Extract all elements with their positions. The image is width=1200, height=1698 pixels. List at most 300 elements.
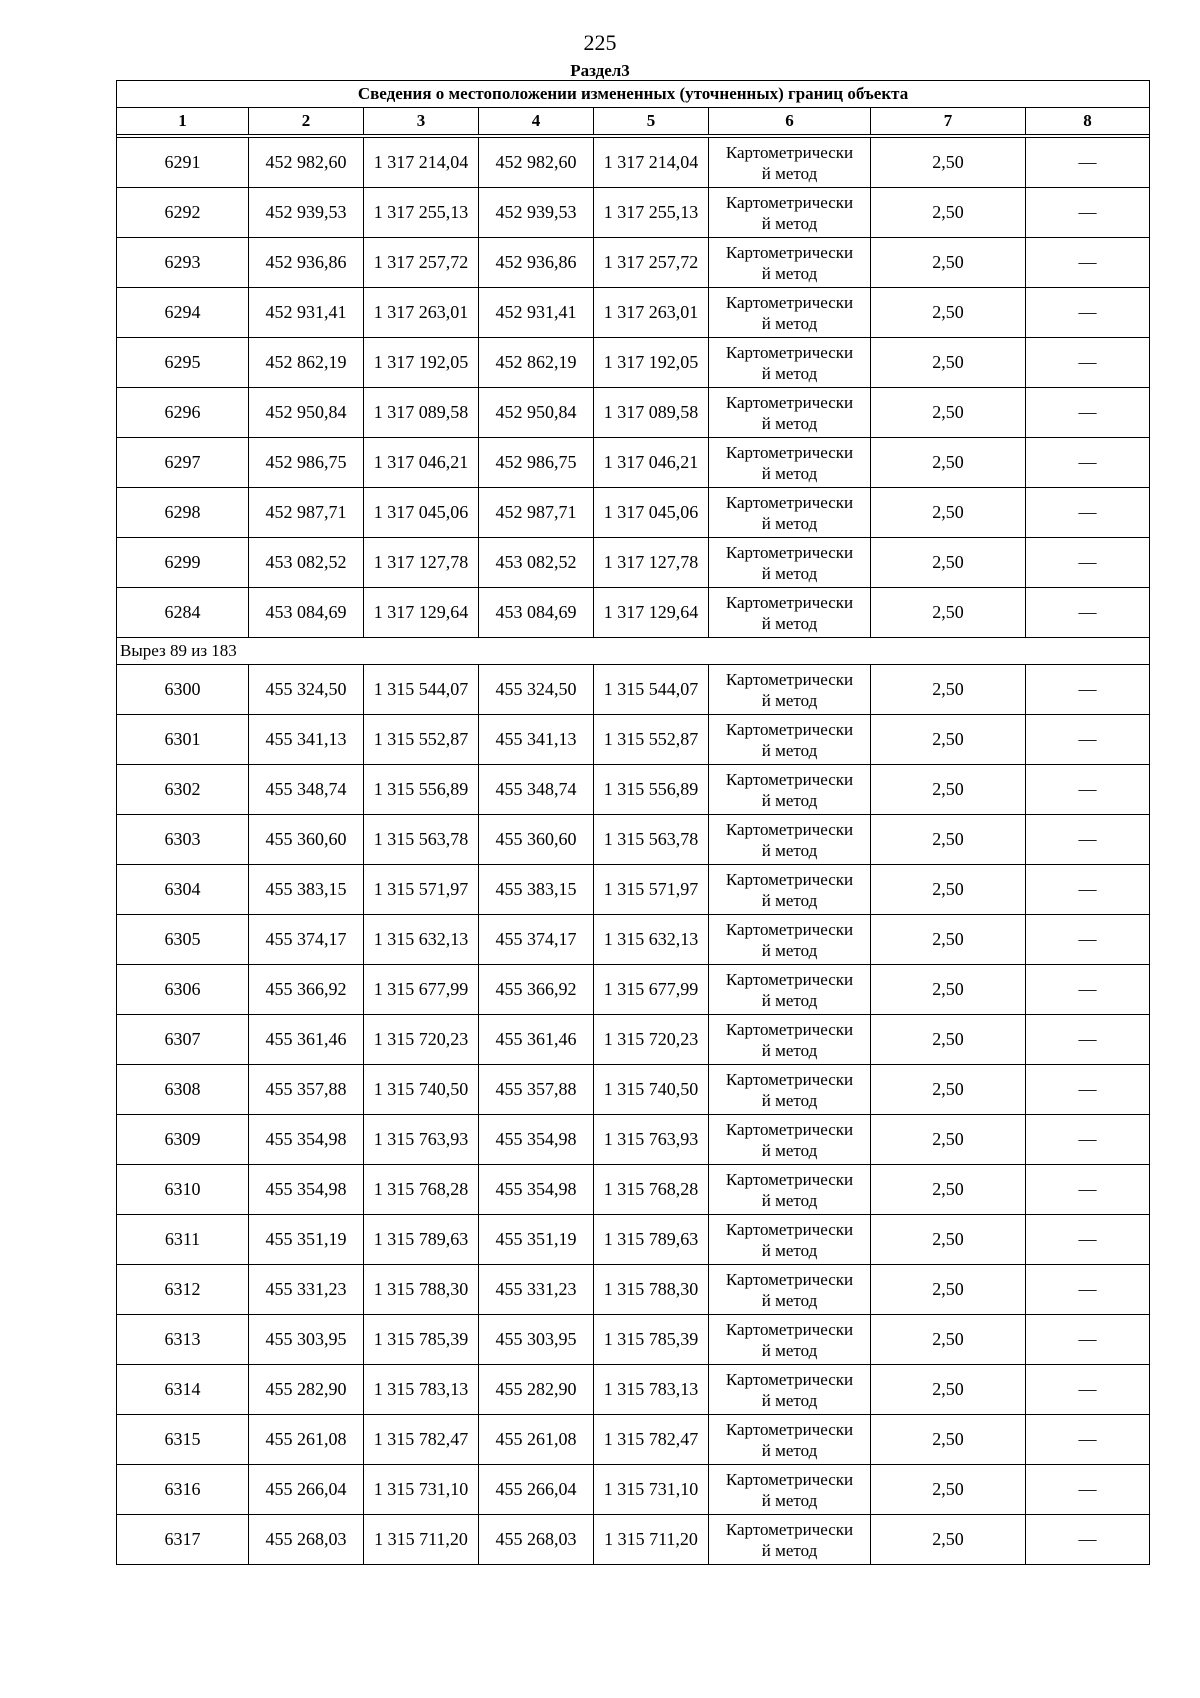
y-existing-cell: 1 317 089,58 — [364, 388, 479, 438]
method-line: Картометрически — [725, 192, 854, 212]
description-cell: — — [1026, 965, 1150, 1015]
y-new-cell: 1 315 563,78 — [594, 815, 709, 865]
table-row — [117, 765, 1150, 815]
method-cell — [709, 1465, 871, 1515]
section-title: Раздел3 — [570, 61, 630, 80]
precision-cell: 2,50 — [871, 765, 1026, 815]
x-existing-cell: 455 360,60 — [249, 815, 364, 865]
method-line: Картометрически — [725, 1119, 854, 1139]
x-new-cell: 455 268,03 — [479, 1515, 594, 1565]
description-cell: — — [1026, 238, 1150, 288]
point-number-cell: 6305 — [117, 915, 249, 965]
x-new-cell: 452 982,60 — [479, 138, 594, 188]
y-new-cell: 1 317 214,04 — [594, 138, 709, 188]
table-row — [117, 715, 1150, 765]
method-cell — [709, 665, 871, 715]
table-row — [117, 815, 1150, 865]
point-number-cell: 6299 — [117, 538, 249, 588]
table-row — [117, 388, 1150, 438]
x-new-cell: 455 282,90 — [479, 1365, 594, 1415]
column-number: 4 — [479, 108, 594, 135]
method-line: Картометрически — [725, 242, 854, 262]
method-line: й метод — [761, 1440, 818, 1460]
x-existing-cell: 455 266,04 — [249, 1465, 364, 1515]
x-existing-cell: 455 348,74 — [249, 765, 364, 815]
x-new-cell: 455 374,17 — [479, 915, 594, 965]
description-cell: — — [1026, 488, 1150, 538]
method-line: Картометрически — [725, 1019, 854, 1039]
method-cell — [709, 965, 871, 1015]
x-existing-cell: 455 341,13 — [249, 715, 364, 765]
description-cell: — — [1026, 138, 1150, 188]
table-row — [117, 588, 1150, 638]
method-line: й метод — [761, 1540, 818, 1560]
column-number: 5 — [594, 108, 709, 135]
method-line: й метод — [761, 613, 818, 633]
y-new-cell: 1 315 552,87 — [594, 715, 709, 765]
method-cell — [709, 238, 871, 288]
x-new-cell: 455 331,23 — [479, 1265, 594, 1315]
y-new-cell: 1 315 731,10 — [594, 1465, 709, 1515]
method-cell — [709, 765, 871, 815]
table-row — [117, 338, 1150, 388]
precision-cell: 2,50 — [871, 388, 1026, 438]
y-new-cell: 1 317 045,06 — [594, 488, 709, 538]
x-new-cell: 452 987,71 — [479, 488, 594, 538]
method-line: Картометрически — [725, 669, 854, 689]
y-existing-cell: 1 315 788,30 — [364, 1265, 479, 1315]
y-existing-cell: 1 315 632,13 — [364, 915, 479, 965]
method-line: Картометрически — [725, 1169, 854, 1189]
precision-cell: 2,50 — [871, 965, 1026, 1015]
method-line: й метод — [761, 990, 818, 1010]
y-new-cell: 1 315 632,13 — [594, 915, 709, 965]
precision-cell: 2,50 — [871, 1415, 1026, 1465]
x-existing-cell: 455 366,92 — [249, 965, 364, 1015]
table-body — [117, 81, 1150, 1565]
column-number-row — [117, 108, 1150, 135]
method-line: Картометрически — [725, 1519, 854, 1539]
x-new-cell: 455 351,19 — [479, 1215, 594, 1265]
description-cell: — — [1026, 1415, 1150, 1465]
method-line: й метод — [761, 890, 818, 910]
x-new-cell: 455 360,60 — [479, 815, 594, 865]
x-existing-cell: 455 331,23 — [249, 1265, 364, 1315]
x-existing-cell: 452 982,60 — [249, 138, 364, 188]
method-line: й метод — [761, 1390, 818, 1410]
y-new-cell: 1 315 711,20 — [594, 1515, 709, 1565]
method-line: Картометрически — [725, 1069, 854, 1089]
method-line: Картометрически — [725, 1419, 854, 1439]
description-cell: — — [1026, 388, 1150, 438]
table-row — [117, 1165, 1150, 1215]
y-new-cell: 1 315 556,89 — [594, 765, 709, 815]
x-existing-cell: 452 862,19 — [249, 338, 364, 388]
description-cell: — — [1026, 765, 1150, 815]
precision-cell: 2,50 — [871, 288, 1026, 338]
y-existing-cell: 1 315 789,63 — [364, 1215, 479, 1265]
y-existing-cell: 1 315 783,13 — [364, 1365, 479, 1415]
y-new-cell: 1 315 763,93 — [594, 1115, 709, 1165]
point-number-cell: 6300 — [117, 665, 249, 715]
x-existing-cell: 453 084,69 — [249, 588, 364, 638]
precision-cell: 2,50 — [871, 1315, 1026, 1365]
point-number-cell: 6303 — [117, 815, 249, 865]
table-caption: Сведения о местоположении измененных (уточненных) границ объекта — [117, 81, 1150, 108]
method-line: й метод — [761, 1040, 818, 1060]
precision-cell: 2,50 — [871, 915, 1026, 965]
method-line: Картометрически — [725, 819, 854, 839]
description-cell: — — [1026, 665, 1150, 715]
x-new-cell: 452 986,75 — [479, 438, 594, 488]
y-new-cell: 1 315 788,30 — [594, 1265, 709, 1315]
method-line: Картометрически — [725, 1469, 854, 1489]
method-line: й метод — [761, 690, 818, 710]
method-line: Картометрически — [725, 492, 854, 512]
method-cell — [709, 338, 871, 388]
point-number-cell: 6312 — [117, 1265, 249, 1315]
x-existing-cell: 455 303,95 — [249, 1315, 364, 1365]
precision-cell: 2,50 — [871, 1165, 1026, 1215]
y-new-cell: 1 315 740,50 — [594, 1065, 709, 1115]
method-line: й метод — [761, 1240, 818, 1260]
method-cell — [709, 815, 871, 865]
description-cell: — — [1026, 1165, 1150, 1215]
table-row — [117, 915, 1150, 965]
y-existing-cell: 1 317 192,05 — [364, 338, 479, 388]
method-line: Картометрически — [725, 919, 854, 939]
x-new-cell: 455 357,88 — [479, 1065, 594, 1115]
y-new-cell: 1 317 263,01 — [594, 288, 709, 338]
y-existing-cell: 1 315 563,78 — [364, 815, 479, 865]
y-existing-cell: 1 317 255,13 — [364, 188, 479, 238]
point-number-cell: 6301 — [117, 715, 249, 765]
method-line: й метод — [761, 1140, 818, 1160]
x-existing-cell: 455 374,17 — [249, 915, 364, 965]
method-line: й метод — [761, 213, 818, 233]
method-cell — [709, 388, 871, 438]
x-new-cell: 453 082,52 — [479, 538, 594, 588]
method-line: й метод — [761, 263, 818, 283]
precision-cell: 2,50 — [871, 438, 1026, 488]
x-existing-cell: 453 082,52 — [249, 538, 364, 588]
method-cell — [709, 1065, 871, 1115]
table-row — [117, 138, 1150, 188]
method-cell — [709, 1315, 871, 1365]
method-line: Картометрически — [725, 592, 854, 612]
description-cell: — — [1026, 438, 1150, 488]
method-line: й метод — [761, 1190, 818, 1210]
point-number-cell: 6298 — [117, 488, 249, 538]
precision-cell: 2,50 — [871, 1365, 1026, 1415]
point-number-cell: 6310 — [117, 1165, 249, 1215]
method-line: Картометрически — [725, 1219, 854, 1239]
precision-cell: 2,50 — [871, 588, 1026, 638]
y-existing-cell: 1 317 129,64 — [364, 588, 479, 638]
method-line: Картометрически — [725, 342, 854, 362]
description-cell: — — [1026, 715, 1150, 765]
table-row — [117, 1065, 1150, 1115]
y-existing-cell: 1 315 677,99 — [364, 965, 479, 1015]
y-new-cell: 1 315 785,39 — [594, 1315, 709, 1365]
method-line: й метод — [761, 363, 818, 383]
description-cell: — — [1026, 1065, 1150, 1115]
description-cell: — — [1026, 865, 1150, 915]
precision-cell: 2,50 — [871, 338, 1026, 388]
x-new-cell: 455 266,04 — [479, 1465, 594, 1515]
y-new-cell: 1 315 677,99 — [594, 965, 709, 1015]
method-line: й метод — [761, 463, 818, 483]
method-line: й метод — [761, 940, 818, 960]
precision-cell: 2,50 — [871, 1265, 1026, 1315]
method-cell — [709, 1515, 871, 1565]
method-line: й метод — [761, 163, 818, 183]
point-number-cell: 6302 — [117, 765, 249, 815]
precision-cell: 2,50 — [871, 538, 1026, 588]
y-existing-cell: 1 315 731,10 — [364, 1465, 479, 1515]
table-caption-row — [117, 81, 1150, 108]
x-new-cell: 452 936,86 — [479, 238, 594, 288]
point-number-cell: 6307 — [117, 1015, 249, 1065]
method-cell — [709, 288, 871, 338]
description-cell: — — [1026, 1365, 1150, 1415]
point-number-cell: 6309 — [117, 1115, 249, 1165]
method-cell — [709, 1215, 871, 1265]
method-line: Картометрически — [725, 1369, 854, 1389]
description-cell: — — [1026, 1015, 1150, 1065]
table-row — [117, 1015, 1150, 1065]
point-number-cell: 6296 — [117, 388, 249, 438]
precision-cell: 2,50 — [871, 865, 1026, 915]
x-new-cell: 455 361,46 — [479, 1015, 594, 1065]
method-line: й метод — [761, 840, 818, 860]
method-cell — [709, 1115, 871, 1165]
x-existing-cell: 455 361,46 — [249, 1015, 364, 1065]
precision-cell: 2,50 — [871, 1465, 1026, 1515]
method-line: й метод — [761, 1090, 818, 1110]
x-existing-cell: 455 282,90 — [249, 1365, 364, 1415]
y-new-cell: 1 315 544,07 — [594, 665, 709, 715]
precision-cell: 2,50 — [871, 1015, 1026, 1065]
method-cell — [709, 588, 871, 638]
method-cell — [709, 1265, 871, 1315]
x-new-cell: 455 348,74 — [479, 765, 594, 815]
x-existing-cell: 455 357,88 — [249, 1065, 364, 1115]
description-cell: — — [1026, 188, 1150, 238]
y-existing-cell: 1 317 214,04 — [364, 138, 479, 188]
method-line: Картометрически — [725, 142, 854, 162]
y-existing-cell: 1 317 045,06 — [364, 488, 479, 538]
precision-cell: 2,50 — [871, 815, 1026, 865]
method-cell — [709, 188, 871, 238]
table-row — [117, 188, 1150, 238]
column-number: 7 — [871, 108, 1026, 135]
column-number: 1 — [117, 108, 249, 135]
point-number-cell: 6317 — [117, 1515, 249, 1565]
point-number-cell: 6308 — [117, 1065, 249, 1115]
section-subheading: Вырез 89 из 183 — [117, 638, 1150, 665]
y-new-cell: 1 315 789,63 — [594, 1215, 709, 1265]
x-new-cell: 455 366,92 — [479, 965, 594, 1015]
x-new-cell: 453 084,69 — [479, 588, 594, 638]
precision-cell: 2,50 — [871, 138, 1026, 188]
method-cell — [709, 1365, 871, 1415]
point-number-cell: 6313 — [117, 1315, 249, 1365]
x-new-cell: 452 939,53 — [479, 188, 594, 238]
method-line: Картометрически — [725, 719, 854, 739]
y-new-cell: 1 315 571,97 — [594, 865, 709, 915]
point-number-cell: 6306 — [117, 965, 249, 1015]
y-new-cell: 1 317 255,13 — [594, 188, 709, 238]
description-cell: — — [1026, 1265, 1150, 1315]
y-new-cell: 1 315 768,28 — [594, 1165, 709, 1215]
x-new-cell: 455 324,50 — [479, 665, 594, 715]
x-existing-cell: 455 354,98 — [249, 1165, 364, 1215]
y-existing-cell: 1 317 257,72 — [364, 238, 479, 288]
point-number-cell: 6314 — [117, 1365, 249, 1415]
table-row — [117, 1365, 1150, 1415]
y-new-cell: 1 317 257,72 — [594, 238, 709, 288]
x-existing-cell: 452 939,53 — [249, 188, 364, 238]
precision-cell: 2,50 — [871, 1215, 1026, 1265]
table-row — [117, 438, 1150, 488]
method-cell — [709, 538, 871, 588]
description-cell: — — [1026, 1215, 1150, 1265]
method-line: й метод — [761, 790, 818, 810]
method-line: Картометрически — [725, 1319, 854, 1339]
x-new-cell: 455 303,95 — [479, 1315, 594, 1365]
x-existing-cell: 455 324,50 — [249, 665, 364, 715]
y-existing-cell: 1 315 785,39 — [364, 1315, 479, 1365]
table-row — [117, 1265, 1150, 1315]
method-cell — [709, 488, 871, 538]
method-line: Картометрически — [725, 442, 854, 462]
precision-cell: 2,50 — [871, 1515, 1026, 1565]
precision-cell: 2,50 — [871, 238, 1026, 288]
y-existing-cell: 1 317 127,78 — [364, 538, 479, 588]
x-existing-cell: 452 950,84 — [249, 388, 364, 438]
method-cell — [709, 715, 871, 765]
table-row — [117, 1315, 1150, 1365]
point-number-cell: 6291 — [117, 138, 249, 188]
y-new-cell: 1 315 783,13 — [594, 1365, 709, 1415]
y-new-cell: 1 317 129,64 — [594, 588, 709, 638]
y-new-cell: 1 317 046,21 — [594, 438, 709, 488]
x-existing-cell: 455 351,19 — [249, 1215, 364, 1265]
method-line: й метод — [761, 513, 818, 533]
x-new-cell: 452 862,19 — [479, 338, 594, 388]
x-existing-cell: 452 986,75 — [249, 438, 364, 488]
description-cell: — — [1026, 1515, 1150, 1565]
x-new-cell: 455 383,15 — [479, 865, 594, 915]
method-line: й метод — [761, 1290, 818, 1310]
method-line: Картометрически — [725, 1269, 854, 1289]
y-existing-cell: 1 315 552,87 — [364, 715, 479, 765]
coordinates-table — [116, 80, 1150, 1565]
table-row — [117, 665, 1150, 715]
method-cell — [709, 915, 871, 965]
point-number-cell: 6293 — [117, 238, 249, 288]
point-number-cell: 6311 — [117, 1215, 249, 1265]
table-row — [117, 1465, 1150, 1515]
point-number-cell: 6316 — [117, 1465, 249, 1515]
method-line: Картометрически — [725, 869, 854, 889]
y-existing-cell: 1 317 046,21 — [364, 438, 479, 488]
point-number-cell: 6297 — [117, 438, 249, 488]
column-number: 2 — [249, 108, 364, 135]
y-existing-cell: 1 315 556,89 — [364, 765, 479, 815]
precision-cell: 2,50 — [871, 665, 1026, 715]
description-cell: — — [1026, 288, 1150, 338]
method-cell — [709, 438, 871, 488]
x-new-cell: 452 931,41 — [479, 288, 594, 338]
x-new-cell: 452 950,84 — [479, 388, 594, 438]
y-existing-cell: 1 315 782,47 — [364, 1415, 479, 1465]
page-number: 225 — [583, 30, 617, 55]
y-new-cell: 1 315 782,47 — [594, 1415, 709, 1465]
column-number: 3 — [364, 108, 479, 135]
x-new-cell: 455 341,13 — [479, 715, 594, 765]
y-existing-cell: 1 315 571,97 — [364, 865, 479, 915]
y-existing-cell: 1 317 263,01 — [364, 288, 479, 338]
y-existing-cell: 1 315 740,50 — [364, 1065, 479, 1115]
precision-cell: 2,50 — [871, 715, 1026, 765]
point-number-cell: 6292 — [117, 188, 249, 238]
x-new-cell: 455 354,98 — [479, 1165, 594, 1215]
y-existing-cell: 1 315 768,28 — [364, 1165, 479, 1215]
table-row — [117, 1415, 1150, 1465]
table-row — [117, 865, 1150, 915]
y-existing-cell: 1 315 763,93 — [364, 1115, 479, 1165]
table-row — [117, 1115, 1150, 1165]
table-row — [117, 238, 1150, 288]
table-row — [117, 965, 1150, 1015]
method-line: Картометрически — [725, 392, 854, 412]
point-number-cell: 6284 — [117, 588, 249, 638]
method-cell — [709, 138, 871, 188]
precision-cell: 2,50 — [871, 1115, 1026, 1165]
precision-cell: 2,50 — [871, 188, 1026, 238]
method-line: Картометрически — [725, 969, 854, 989]
method-line: й метод — [761, 1340, 818, 1360]
description-cell: — — [1026, 1465, 1150, 1515]
column-number: 6 — [709, 108, 871, 135]
method-line: й метод — [761, 740, 818, 760]
y-new-cell: 1 317 089,58 — [594, 388, 709, 438]
x-existing-cell: 455 268,03 — [249, 1515, 364, 1565]
column-number: 8 — [1026, 108, 1150, 135]
x-existing-cell: 452 936,86 — [249, 238, 364, 288]
table-row — [117, 1515, 1150, 1565]
x-existing-cell: 452 931,41 — [249, 288, 364, 338]
y-new-cell: 1 317 127,78 — [594, 538, 709, 588]
method-line: й метод — [761, 413, 818, 433]
description-cell: — — [1026, 588, 1150, 638]
method-line: Картометрически — [725, 769, 854, 789]
x-existing-cell: 452 987,71 — [249, 488, 364, 538]
precision-cell: 2,50 — [871, 1065, 1026, 1115]
method-cell — [709, 1165, 871, 1215]
method-cell — [709, 865, 871, 915]
description-cell: — — [1026, 1315, 1150, 1365]
table-row — [117, 538, 1150, 588]
x-new-cell: 455 354,98 — [479, 1115, 594, 1165]
y-new-cell: 1 317 192,05 — [594, 338, 709, 388]
point-number-cell: 6295 — [117, 338, 249, 388]
x-existing-cell: 455 383,15 — [249, 865, 364, 915]
x-new-cell: 455 261,08 — [479, 1415, 594, 1465]
x-existing-cell: 455 261,08 — [249, 1415, 364, 1465]
